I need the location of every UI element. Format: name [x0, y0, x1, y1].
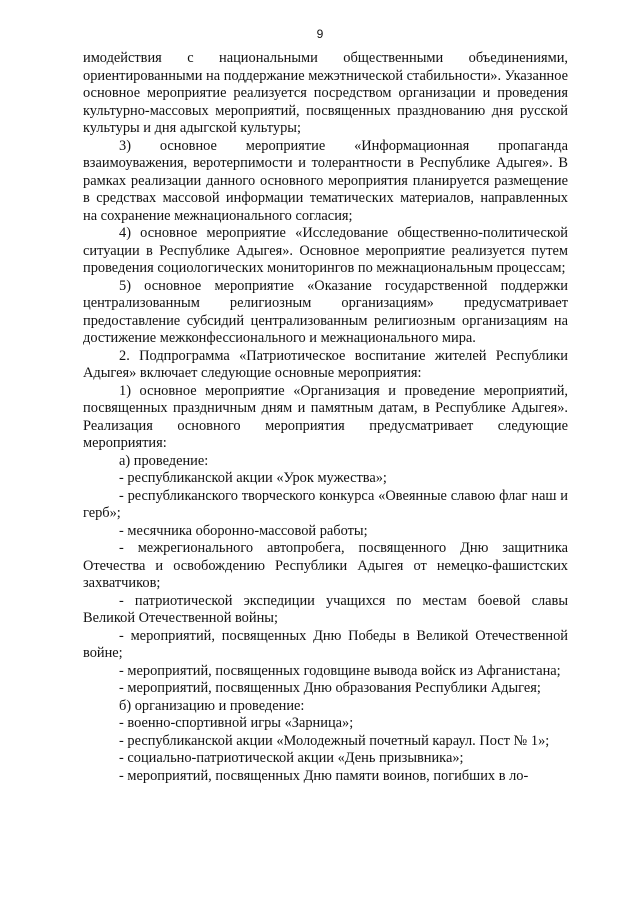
list-item: - военно-спортивной игры «Зарница»; [119, 715, 354, 731]
paragraph-item-5: 5) основное мероприятие «Оказание государственной поддержки централизованным религиозным организациям» предусматривает предоставление субсидий централизованным религиозным организациям на достижение межконфессионального и межнационального мира. [83, 277, 568, 346]
paragraph-continuation: имодействия с национальными общественными объединениями, ориентированными на поддержание межэтнической стабильности». Указанное основное мероприятие реализуется посредством организации и проведения культурно-массовых мероприятий, посвященных празднованию дня русской культуры и дня адыгской культуры; [83, 50, 568, 136]
list-item: - месячника оборонно-массовой работы; [119, 522, 368, 539]
list-heading-a: а) проведение: [119, 452, 209, 469]
paragraph-item-4: 4) основное мероприятие «Исследование общественно-политической ситуации в Республике Адыгея». Основное мероприятие реализуется путем проведения социологических мониторингов по межнациональным процессам; [83, 225, 568, 276]
list-item: - социально-патриотической акции «День призывника»; [119, 750, 464, 766]
paragraph-subprogram-2-item-1: 1) основное мероприятие «Организация и проведение мероприятий, посвященных праздничным дням и памятным датам, в Республике Адыгея». Реализация основного мероприятия предусматривает следующие мероприятия: [83, 382, 568, 451]
list-item: - республиканской акции «Молодежный почетный караул. Пост № 1»; [119, 732, 550, 749]
list-item: - патриотической экспедиции учащихся по местам боевой славы Великой Отечественной войны; [83, 592, 568, 626]
paragraph-subprogram-2: 2. Подпрограмма «Патриотическое воспитание жителей Республики Адыгея» включает следующие основные мероприятия: [83, 347, 568, 381]
list-item: - мероприятий, посвященных Дню образования Республики Адыгея; [119, 680, 541, 696]
page-number: 9 [316, 27, 324, 41]
list-item: - межрегионального автопробега, посвященного Дню защитника Отечества и освобождению Республики Адыгея от немецко-фашистских захватчиков; [83, 540, 568, 591]
paragraph-item-3: 3) основное мероприятие «Информационная пропаганда взаимоуважения, веротерпимости и толерантности в Республике Адыгея». В рамках реализации данного основного мероприятия планируется размещение в средствах массовой информации тематических материалов, направленных на сохранение межнационального согласия; [83, 137, 568, 224]
list-item: - республиканской акции «Урок мужества»; [119, 470, 387, 486]
list-item: - мероприятий, посвященных Дню памяти воинов, погибших в ло- [119, 767, 529, 784]
list-item: - мероприятий, посвященных годовщине вывода войск из Афганистана; [119, 662, 561, 679]
list-heading-b: б) организацию и проведение: [119, 697, 305, 714]
list-item: - республиканского творческого конкурса «Овеянные славою флаг наш и герб»; [83, 487, 568, 521]
document-body [83, 50, 568, 785]
list-item: - мероприятий, посвященных Дню Победы в Великой Отечественной войне; [83, 627, 568, 661]
